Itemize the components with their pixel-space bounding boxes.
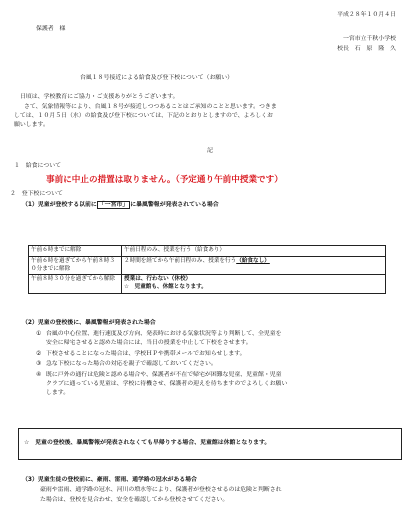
list-item-line: 既に戸外の通行は危険と認める場合や、保護者が不在で帰宅が困難な児童、児童館・児童 xyxy=(46,371,282,378)
section1-highlight: 事前に中止の措置は取りません。（予定通り午前中授業です） xyxy=(46,175,283,185)
list-item-line: 安全に帰宅させると認めた場合には、当日の授業を中止して下校をさせます。 xyxy=(46,340,252,346)
section1-heading: １ 給食について xyxy=(14,163,62,169)
sub1-prefix: （1）児童が登校する以前に xyxy=(22,202,97,208)
result-text: ２時間を経てから午前日程のみ、授業を行う xyxy=(124,257,237,264)
list-item-line: 下校させることになった場合は、学校ＨＰや携帯メールでお知らせします。 xyxy=(46,350,246,357)
intro-line-2: さて、気象情報等により、台風１８号が接近しつつあることはご承知のことと思います。つきま xyxy=(24,104,277,110)
result-line-1: 授業は、行わない（休校） xyxy=(124,276,192,283)
list-item-marker: ④ xyxy=(36,371,42,378)
document-date: 平成２８年１０月４日 xyxy=(337,12,396,18)
table-row xyxy=(29,246,386,257)
result-cell: 午前日程のみ、授業を行う（給食あり） xyxy=(122,246,386,257)
result-cell xyxy=(122,256,386,275)
list-item-line: 急な下校になった場合の対応を親子で確認しておいてください。 xyxy=(46,361,217,367)
school-name: 一宮市立千秋小学校 xyxy=(342,36,396,42)
intro-line-3: しては、１０月５日（水）の給食及び登下校については、下記のとおりとしますので、よろしくお xyxy=(14,113,273,119)
recipient: 保護者 様 xyxy=(36,26,66,32)
schedule-table xyxy=(28,245,386,294)
sub3-line-2: た場合は、登校を見合わせ、安全を確認してから登校させてください。 xyxy=(40,497,229,503)
table-row xyxy=(29,275,386,294)
sub1-city-boxed: 「一宮市」 xyxy=(98,202,129,208)
list-item-marker: ② xyxy=(36,350,42,357)
list-item-line: クラブに通っている児童は、学校に待機させ、保護者の迎えを待ちますのでよろしくお願い xyxy=(46,380,288,387)
section2-sub2: （2）児童の登校後に、暴風警報が発表された場合 xyxy=(22,320,156,326)
condition-cell: 午前６時までに解除 xyxy=(29,246,122,257)
sub3-line-1: 豪雨や雷雨、通学路の冠水、河川の増水等により、保護者が登校させるのは危険と判断され xyxy=(40,487,282,493)
section2-sub3: （3）児童生徒の登校前に、豪雨、雷雨、通学路の冠水がある場合 xyxy=(22,477,197,483)
sub1-suffix: に暴風警報が発表されている場合 xyxy=(130,202,219,208)
list-item-line: 台風の中心位置、進行速度及び方向、発表時における気象状況等より判断して、全児童を xyxy=(46,331,282,337)
table-row xyxy=(29,256,386,275)
section2-heading: ２ 登下校について xyxy=(10,191,63,197)
intro-line-4: 願いします。 xyxy=(14,122,49,128)
document-title: 台風１８号接近による給食及び登下校について（お願い） xyxy=(80,75,234,81)
result-underlined: （給食なし） xyxy=(236,257,270,264)
intro-line-1: 日頃は、学校教育にご協力・ご支援ありがとうございます。 xyxy=(20,94,179,100)
list-item-marker: ① xyxy=(36,331,42,337)
result-line-2: ☆ 児童館も、休館となります。 xyxy=(124,284,207,291)
condition-cell: 午前６時を過ぎてから午前８時３０分までに解除 xyxy=(29,256,122,275)
list-item-marker: ③ xyxy=(36,361,42,367)
principal-name: 校長 石 原 隆 久 xyxy=(337,46,396,52)
section2-sub1 xyxy=(22,202,219,210)
list-item-line: します。 xyxy=(46,389,70,396)
result-cell xyxy=(122,275,386,294)
condition-cell: 午前８時３０分を過ぎてから解除 xyxy=(29,275,122,294)
ki-heading: 記 xyxy=(207,148,213,154)
notice-text: ☆ 児童の登校後、暴風警報が発表されなくても早帰りする場合、児童館は休館となります。 xyxy=(24,440,271,446)
